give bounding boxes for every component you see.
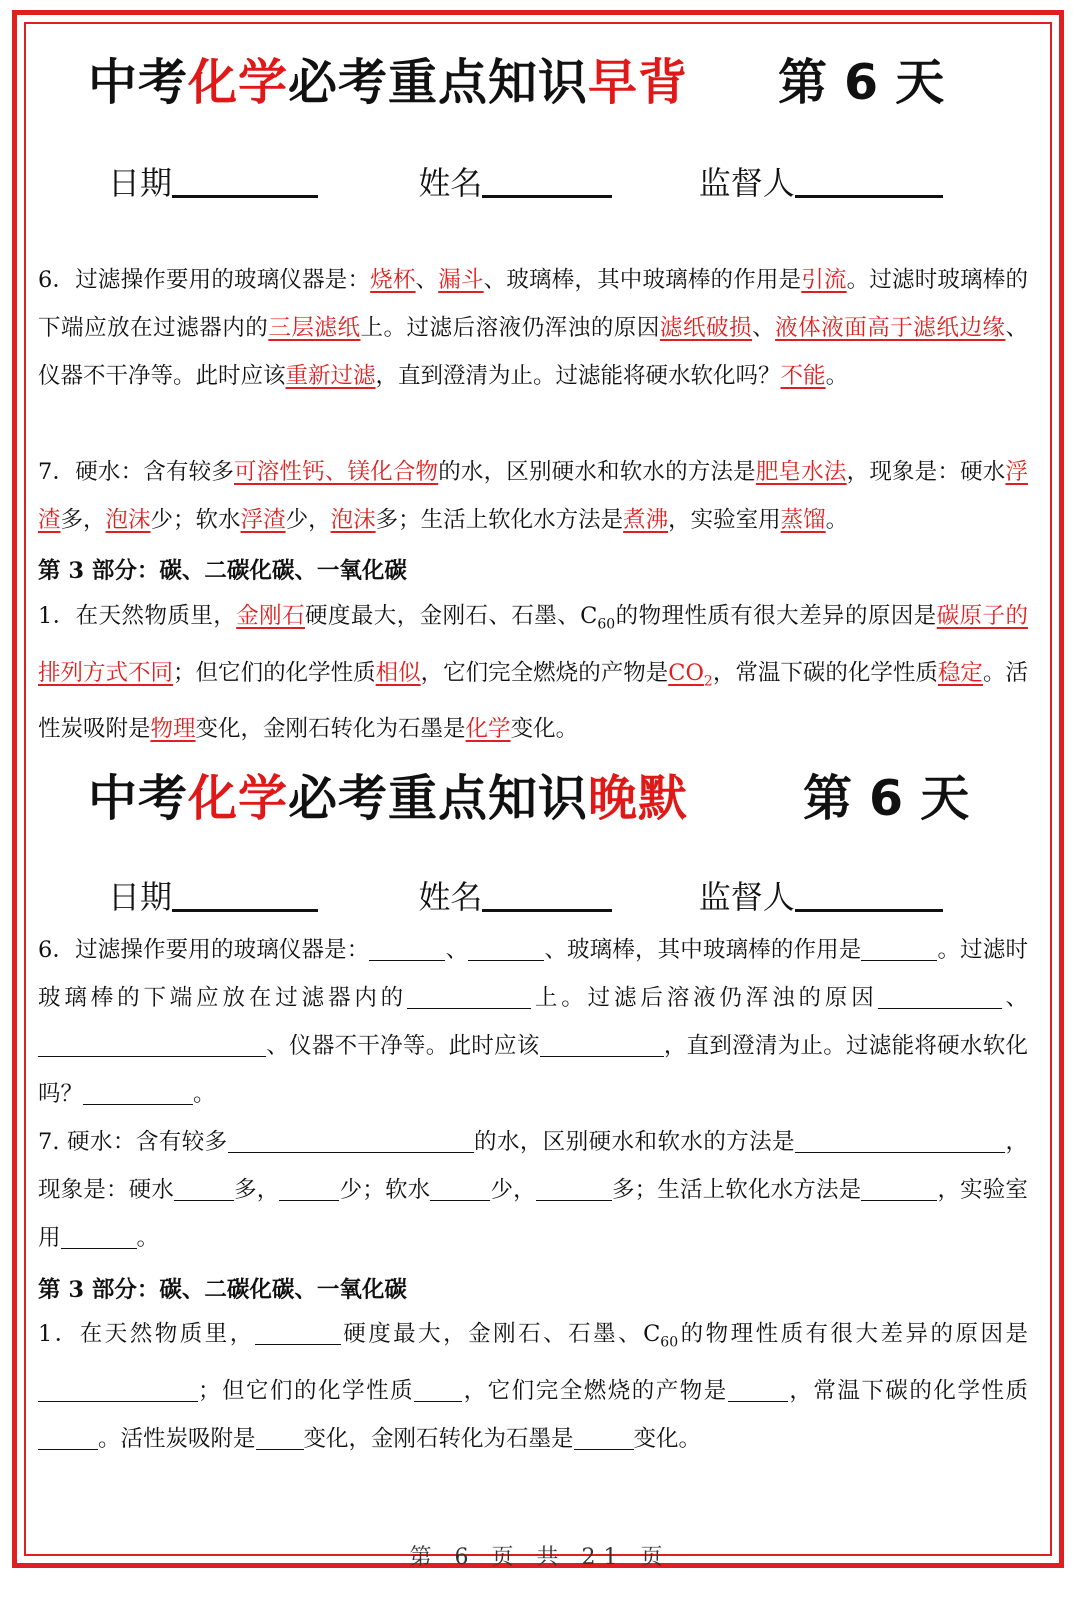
evening-part3-heading: 第 3 部分：碳、二碳化碳、一氧化碳 (38, 1277, 407, 1303)
answer-blank[interactable] (878, 984, 1002, 1009)
morning-day: 第 6 天 (778, 54, 945, 111)
date-blank[interactable] (172, 165, 318, 198)
date-blank[interactable] (172, 879, 318, 912)
answer-blank[interactable] (38, 1425, 98, 1450)
date-label: 日期 (108, 878, 173, 916)
page-footer: 第 6 页 共 21 页 (409, 1545, 671, 1570)
date-label: 日期 (108, 164, 173, 202)
answer-blank[interactable] (255, 1320, 341, 1345)
answer-blank[interactable] (38, 1032, 266, 1057)
answer-blank[interactable] (61, 1224, 137, 1249)
answer-blank[interactable] (279, 1176, 339, 1201)
answer-blank[interactable] (430, 1176, 490, 1201)
answer-blank[interactable] (728, 1377, 788, 1402)
morning-q6: 6．过滤操作要用的玻璃仪器是：烧杯、漏斗、玻璃棒，其中玻璃棒的作用是引流。过滤时玻璃棒的下端应放在过滤器内的三层滤纸上。过滤后溶液仍浑浊的原因滤纸破损、液体液面高于滤纸边缘、仪器不干净等。此时应该重新过滤，直到澄清为止。过滤能将硬水软化吗？不能。 (38, 267, 1028, 389)
answer-blank[interactable] (861, 1176, 937, 1201)
evening-title: 中考化学必考重点知识晚默 (88, 770, 689, 827)
name-label: 姓名 (418, 878, 483, 916)
answer-blank[interactable] (861, 936, 937, 961)
answer-blank[interactable] (174, 1176, 234, 1201)
morning-q7: 7．硬水：含有较多可溶性钙、镁化合物的水，区别硬水和软水的方法是肥皂水法，现象是：硬水浮渣多，泡沫少；软水浮渣少，泡沫多；生活上软化水方法是煮沸，实验室用蒸馏。 (38, 459, 1028, 533)
evening-q6: 6．过滤操作要用的玻璃仪器是： 、 、玻璃棒，其中玻璃棒的作用是 。过滤时玻璃棒的下端应放在过滤器内的 上。过滤后溶液仍浑浊的原因 、、仪器不干净等。此时应该 ，直到澄清为止。过滤能将硬水软化吗？ 。 (38, 937, 1028, 1107)
morning-c1: 1．在天然物质里，金刚石硬度最大，金刚石、石墨、$C_{60}$的物理性质有很大差异的原因是碳原子的排列方式不同；但它们的化学性质相似，它们完全燃烧的产物是$CO_2$，常温下碳的化学性质稳定。活性炭吸附是物理变化，金刚石转化为石墨是化学变化。 (38, 603, 1028, 742)
answer-blank[interactable] (369, 936, 445, 961)
evening-c1: 1．在天然物质里， 硬度最大，金刚石、石墨、$C_{60}$的物理性质有很大差异的原因是；但它们的化学性质 ，它们完全燃烧的产物是 ，常温下碳的化学性质。活性炭吸附是 变化，金刚石转化为石墨是 变化。 (38, 1321, 1028, 1452)
supervisor-label: 监督人 (698, 878, 795, 916)
answer-blank[interactable] (574, 1425, 634, 1450)
evening-day: 第 6 天 (803, 770, 970, 827)
answer-blank[interactable] (536, 1176, 612, 1201)
morning-meta (108, 158, 943, 204)
answer-blank[interactable] (468, 936, 544, 961)
answer-blank[interactable] (83, 1080, 193, 1105)
answer-blank[interactable] (38, 1377, 198, 1402)
supervisor-blank[interactable] (795, 165, 943, 198)
evening-q7: 7. 硬水：含有较多 的水，区别硬水和软水的方法是 ，现象是：硬水 多， 少；软水 少， 多；生活上软化水方法是 ，实验室用 。 (38, 1129, 1028, 1251)
answer-blank[interactable] (540, 1032, 664, 1057)
supervisor-label: 监督人 (698, 164, 795, 202)
name-label: 姓名 (418, 164, 483, 202)
morning-title: 中考化学必考重点知识早背 (88, 54, 689, 111)
answer-blank[interactable] (414, 1377, 462, 1402)
answer-blank[interactable] (407, 984, 531, 1009)
answer-blank[interactable] (795, 1128, 1005, 1153)
supervisor-blank[interactable] (795, 879, 943, 912)
name-blank[interactable] (482, 879, 612, 912)
evening-meta (108, 872, 943, 918)
answer-blank[interactable] (228, 1128, 474, 1153)
answer-blank[interactable] (256, 1425, 304, 1450)
name-blank[interactable] (482, 165, 612, 198)
morning-part3-heading: 第 3 部分：碳、二碳化碳、一氧化碳 (38, 558, 407, 584)
